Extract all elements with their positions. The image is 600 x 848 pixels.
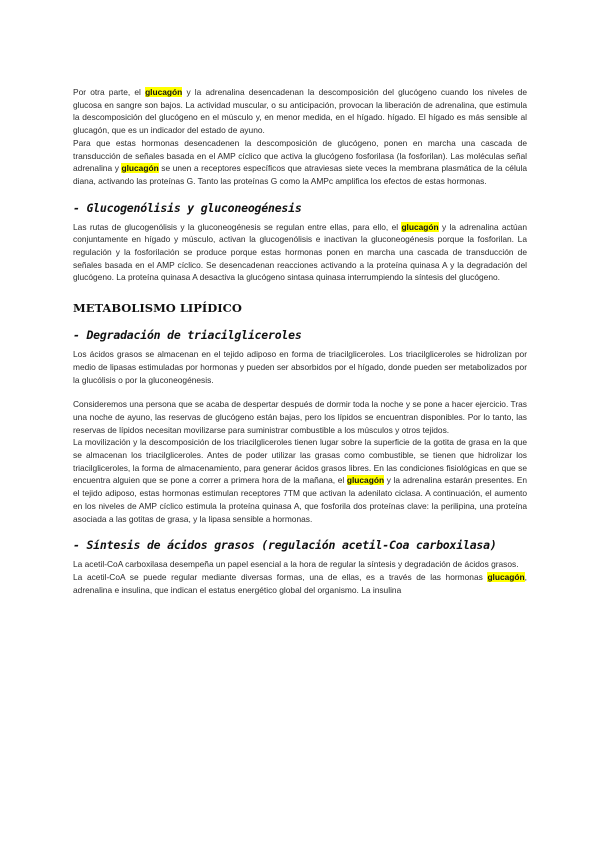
document-body xyxy=(73,86,527,596)
highlighted-term: glucagón xyxy=(401,221,439,232)
part-heading: METABOLISMO LIPÍDICO xyxy=(73,301,242,316)
section-heading: - Síntesis de ácidos grasos (regulación acetil-Coa carboxilasa) xyxy=(73,538,497,553)
paragraph: Los ácidos grasos se almacenan en el tejido adiposo en forma de triacilgliceroles. Los triacilgliceroles se hidrolizan por medio de lipasas estimuladas por hormonas y pueden ser absorbidos por el hígado, donde pueden ser metabolizados por la glucólisis o por la gluconeogénesis. xyxy=(73,349,527,385)
highlighted-term: glucagón xyxy=(121,163,159,174)
paragraph: Para que estas hormonas desencadenen la descomposición de glucógeno, ponen en marcha una cascada de transducción de señales basada en el AMP cíclico que activa la glucógeno fosforilasa (la fosforilan). Las moléculas señal adrenalina y glucagón se unen a receptores específicos que atraviesas siete veces la membrana plasmática de la célula diana, activando las proteínas G. Tanto las proteínas G como la AMPc amplifica los efectos de estas hormonas. xyxy=(73,137,527,186)
section-heading: - Glucogenólisis y gluconeogénesis xyxy=(73,200,302,215)
paragraph: La acetil-CoA carboxilasa desempeña un papel esencial a la hora de regular la síntesis y degradación de ácidos grasos. xyxy=(73,559,519,570)
paragraph: Consideremos una persona que se acaba de despertar después de dormir toda la noche y se pone a hacer ejercicio. Tras una noche de ayuno, las reservas de glucógeno están bajas, pero los lípidos se encuentran disponibles. Por lo tanto, las reservas de lípidos necesitan movilizarse para suministrar combustible a los músculos y otros tejidos. xyxy=(73,399,527,435)
highlighted-term: glucagón xyxy=(145,87,183,97)
section-heading: - Degradación de triacilgliceroles xyxy=(73,328,302,343)
highlighted-term: glucagón xyxy=(487,571,525,582)
highlighted-term: glucagón xyxy=(346,475,385,486)
paragraph: La acetil-CoA se puede regular mediante diversas formas, una de ellas, es a través de las hormonas glucagón, adrenalina e insulina, que indican el estatus energético global del organismo. La insulina xyxy=(73,571,527,595)
paragraph: La movilización y la descomposición de los triacilgliceroles tienen lugar sobre la superficie de la gotita de grasa en la que se almacenan los triacilgliceroles. Antes de poder utilizar las grasas como combustible, se tienen que hidrolizar los triacilgliceroles, la forma de almacenamiento, para generar ácidos grasos libres. En las condiciones fisiológicas en que se encuentra alguien que se pone a correr a primera hora de la mañana, el glucagón y la adrenalina estarán presentes. En el tejido adiposo, estas hormonas estimulan receptores 7TM que activan la adenilato ciclasa. A continuación, el aumento en los niveles de AMP cíclico estimula la proteína quinasa A, que fosforila dos proteínas clave: la perilipina, una proteína asociada a las gotitas de grasa, y la lipasa sensible a hormonas. xyxy=(73,437,527,524)
paragraph: Las rutas de glucogenólisis y la gluconeogénesis se regulan entre ellas, para ello, el glucagón y la adrenalina actúan conjuntamente en hígado y músculo, activan la glucogenólisis e inactivan la gluconeogénesis porque la fosforilan. La regulación y la fosforilación se produce porque estas hormonas ponen en marcha una cascada de transducción de señales basada en el AMP cíclico. Se desencadenan reacciones activando a la proteína quinasa A y la degradación del glucógeno. La proteína quinasa A desactiva la glucógeno sintasa quinasa interrumpiendo la síntesis del glucógeno. xyxy=(73,221,527,283)
paragraph: Por otra parte, el glucagón y la adrenalina desencadenan la descomposición del glucógeno cuando los niveles de glucosa en sangre son bajos. La actividad muscular, o su anticipación, provocan la liberación de adrenalina, que estimula la descomposición del glucógeno en el músculo y, en menor medida, en el hígado. hígado. El hígado es más sensible al glucagón, que es un indicador del estado de ayuno. xyxy=(73,87,527,136)
